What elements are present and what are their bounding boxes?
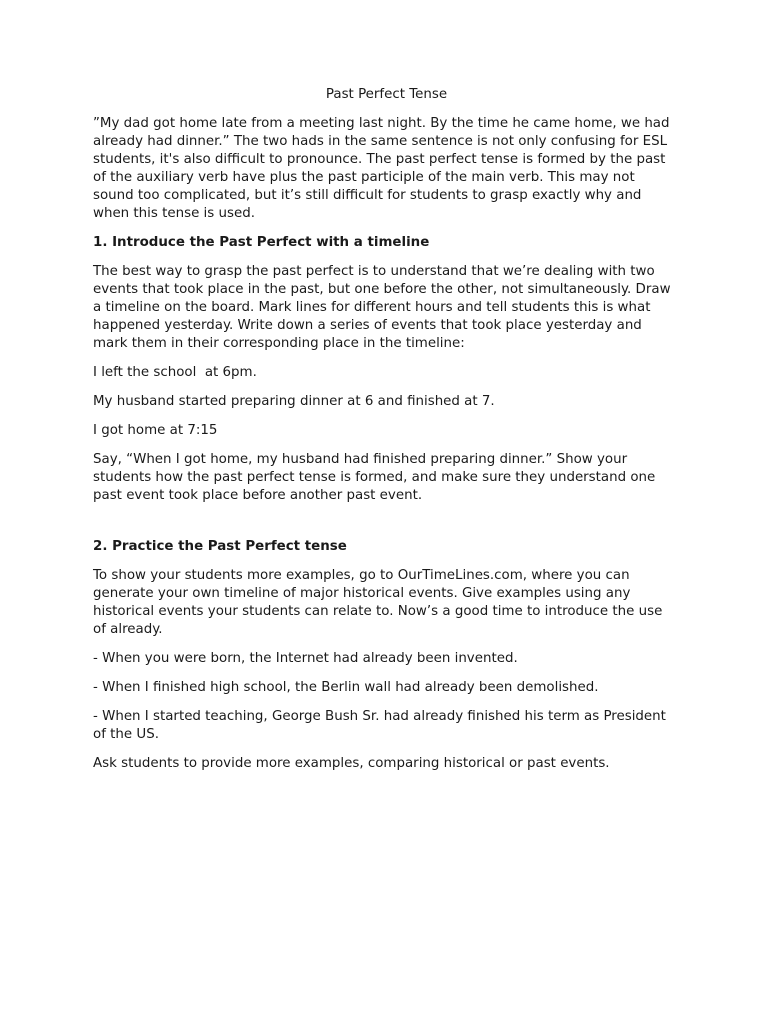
example-line: - When you were born, the Internet had already been invented. — [93, 651, 518, 666]
section-2-paragraph: To show your students more examples, go to OurTimeLines.com, where you can generate your own timeline of major historical events. Give examples using any historical events your students can relate to. Now’s a good time to introduce the use of already. — [93, 568, 663, 637]
event-line: I got home at 7:15 — [93, 423, 218, 438]
intro-paragraph: ”My dad got home late from a meeting last night. By the time he came home, we had already had dinner.” The two hads in the same sentence is not only confusing for ESL students, it's also difficult to pronounce. The past perfect tense is formed by the past of the auxiliary verb have plus the past participle of the main verb. This may not sound too complicated, but it’s still difficult for students to grasp exactly why and when this tense is used. — [93, 116, 670, 221]
example-line: - When I started teaching, George Bush Sr. had already finished his term as President of the US. — [93, 709, 666, 742]
document-page — [93, 86, 678, 784]
section-2-heading: 2. Practice the Past Perfect tense — [93, 539, 347, 554]
example-line: - When I finished high school, the Berlin wall had already been demolished. — [93, 680, 599, 695]
section-1-heading: 1. Introduce the Past Perfect with a timeline — [93, 235, 430, 250]
section-2-closing: Ask students to provide more examples, comparing historical or past events. — [93, 756, 610, 771]
section-1-closing: Say, “When I got home, my husband had finished preparing dinner.” Show your students how the past perfect tense is formed, and make sure they understand one past event took place before another past event. — [93, 452, 656, 503]
document-title: Past Perfect Tense — [325, 87, 448, 102]
event-line: My husband started preparing dinner at 6 and finished at 7. — [93, 394, 495, 409]
section-1-paragraph: The best way to grasp the past perfect is to understand that we’re dealing with two events that took place in the past, but one before the other, not simultaneously. Draw a timeline on the board. Mark lines for different hours and tell students this is what happened yesterday. Write down a series of events that took place yesterday and mark them in their corresponding place in the timeline: — [93, 264, 671, 351]
section-spacer — [93, 516, 678, 538]
event-line: I left the school at 6pm. — [93, 365, 257, 380]
